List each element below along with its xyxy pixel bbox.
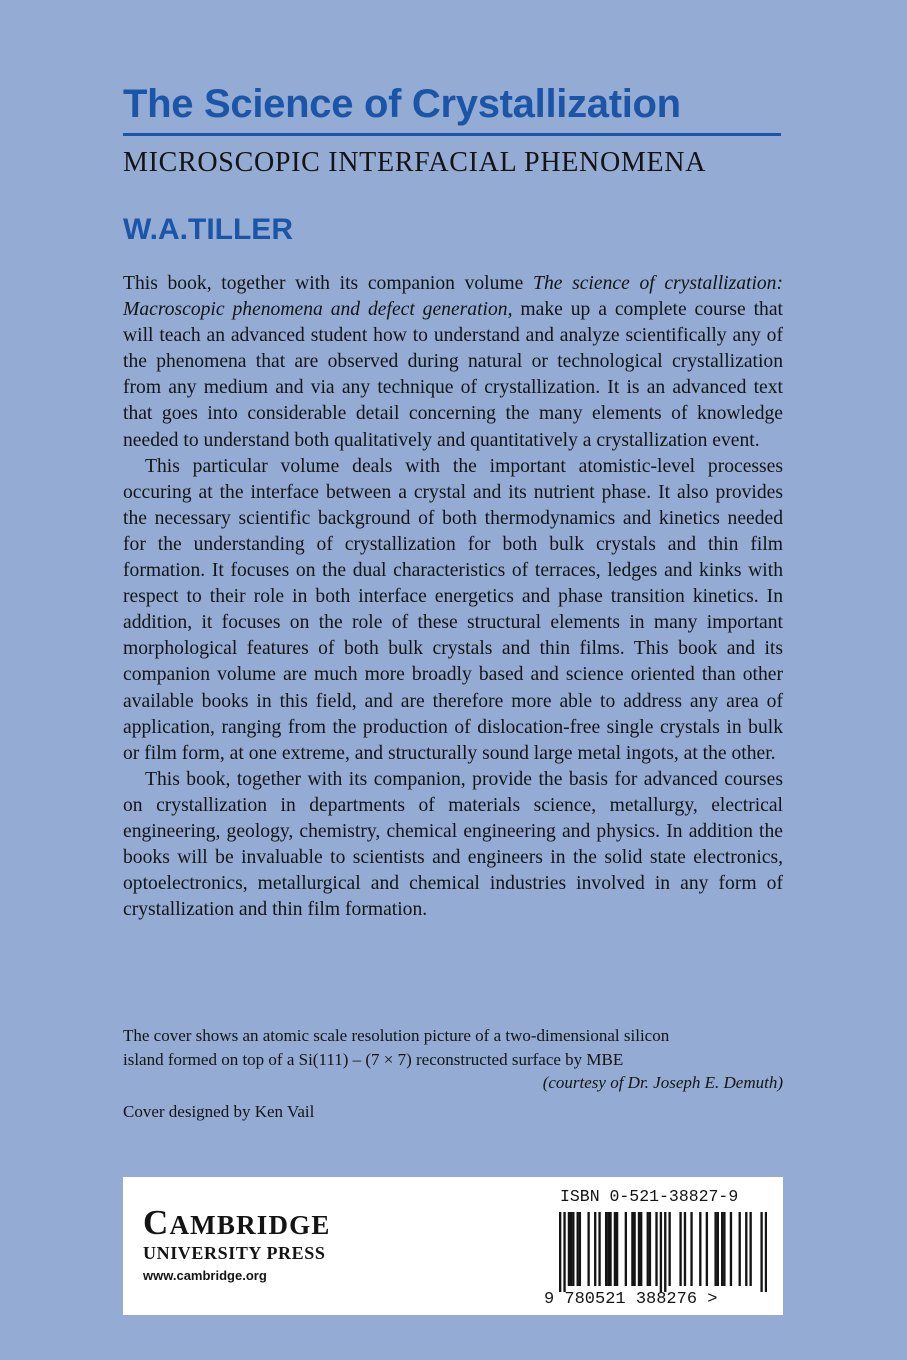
cover-note-line-1: The cover shows an atomic scale resolution picture of a two-dimensional silicon <box>123 1026 670 1045</box>
barcode-bar <box>649 1212 651 1286</box>
publisher-logo <box>143 1204 331 1244</box>
barcode-bar <box>706 1212 708 1286</box>
barcode-bar <box>760 1212 762 1292</box>
blurb-paragraph-2: This particular volume deals with the important atomistic-level processes occuring at the interface between a crystal and its nutrient phase. It also provides the necessary scientific background of both thermodynamics and kinetics needed for the understanding of crystallization for both bulk crystals and thin film formation. It focuses on the dual characteristics of terraces, ledges and kinks with respect to their role in both interface energetics and phase transition kinetics. In addition, it focuses on the role of these structural elements in many important morphological features of both bulk crystals and thin films. This book and its companion volume are much more broadly based and science oriented than other available books in this field, and are therefore more able to address any area of application, ranging from the production of dislocation-free single crystals in bulk or film form, at one extreme, and structurally sound large metal ingots, at the other. <box>123 455 783 764</box>
barcode-bar <box>607 1212 609 1286</box>
barcode-bar <box>633 1212 635 1286</box>
barcode-bar <box>605 1212 607 1286</box>
barcode-bar <box>745 1212 747 1286</box>
barcode-bar <box>664 1212 666 1292</box>
book-subtitle: MICROSCOPIC INTERFACIAL PHENOMENA <box>123 147 707 178</box>
barcode-bar <box>577 1212 579 1286</box>
barcode-bar <box>570 1212 572 1286</box>
barcode-bar <box>614 1212 616 1286</box>
barcode-bar <box>579 1212 581 1286</box>
cover-designer-credit: Cover designed by Ken Vail <box>123 1102 315 1121</box>
barcode-digits: 9 780521 388276 > <box>544 1290 718 1309</box>
barcode-bar <box>679 1212 681 1286</box>
barcode-bar <box>572 1212 574 1286</box>
barcode-bar <box>721 1212 723 1286</box>
author-name: W.A.TILLER <box>123 213 293 246</box>
barcode-bar <box>655 1212 657 1286</box>
barcode-bar <box>739 1212 741 1286</box>
publisher-name-rest: AMBRIDGE <box>169 1210 331 1240</box>
barcode-icon <box>559 1212 767 1292</box>
isbn-label: ISBN 0-521-38827-9 <box>560 1187 739 1206</box>
cover-note-line-2: island formed on top of a Si(111) – (7 × 7) reconstructed surface by MBE <box>123 1049 624 1069</box>
barcode-bar <box>730 1212 732 1286</box>
publisher-url: www.cambridge.org <box>143 1268 267 1283</box>
publisher-name-initial: C <box>143 1203 170 1242</box>
barcode-bar <box>714 1212 716 1286</box>
barcode-bar <box>598 1212 600 1286</box>
publisher-subname: UNIVERSITY PRESS <box>143 1243 326 1263</box>
title-underline <box>123 133 781 136</box>
cover-note <box>123 1024 783 1095</box>
barcode-bar <box>640 1212 642 1286</box>
barcode-bar <box>749 1212 751 1286</box>
barcode-bar <box>631 1212 633 1286</box>
barcode-bar <box>568 1212 570 1286</box>
blurb-paragraph-3: This book, together with its companion, provide the basis for advanced courses on crystallization in departments of materials science, metallurgy, electrical engineering, geology, chemistry, chemical engineering and physics. In addition the books will be invaluable to scientists and engineers in the solid state electronics, optoelectronics, metallurgical and chemical industries involved in any form of crystallization and thin film formation. <box>123 768 783 921</box>
barcode-bar <box>660 1212 662 1292</box>
barcode-bar <box>563 1212 565 1292</box>
barcode-bar <box>765 1212 767 1292</box>
barcode-bar <box>616 1212 618 1286</box>
barcode-bar <box>668 1212 670 1286</box>
blurb <box>123 271 783 923</box>
barcode-bar <box>587 1212 589 1286</box>
barcode-bar <box>690 1212 692 1286</box>
blurb-paragraph-1 <box>123 271 783 454</box>
book-title: The Science of Crystallization <box>123 82 681 126</box>
barcode-bar <box>684 1212 686 1286</box>
barcode-bar <box>559 1212 561 1292</box>
imprint-panel <box>123 1177 783 1315</box>
barcode-bar <box>594 1212 596 1286</box>
barcode-bar <box>638 1212 640 1286</box>
blurb-p1-rest: make up a complete course that will teach an advanced student how to understand and analyze scientifically any of the phenomena that are observed during natural or technological crystallization from any medium and via any technique of crystallization. It is an advanced text that goes into considerable detail concerning the many elements of knowledge needed to understand both qualitatively and quantitatively a crystallization event. <box>123 299 783 451</box>
cover-note-courtesy: (courtesy of Dr. Joseph E. Demuth) <box>542 1073 783 1092</box>
blurb-p1-lead: This book, together with its companion volume <box>123 273 534 294</box>
companion-volume-title: The science of crystallization: Macroscopic phenomena and defect generation, <box>123 273 784 321</box>
barcode-bar <box>699 1212 701 1286</box>
barcode-bar <box>647 1212 649 1286</box>
barcode-bar <box>717 1212 719 1286</box>
barcode-bar <box>609 1212 611 1286</box>
barcode-bar <box>625 1212 627 1286</box>
barcode-bar <box>723 1212 725 1286</box>
